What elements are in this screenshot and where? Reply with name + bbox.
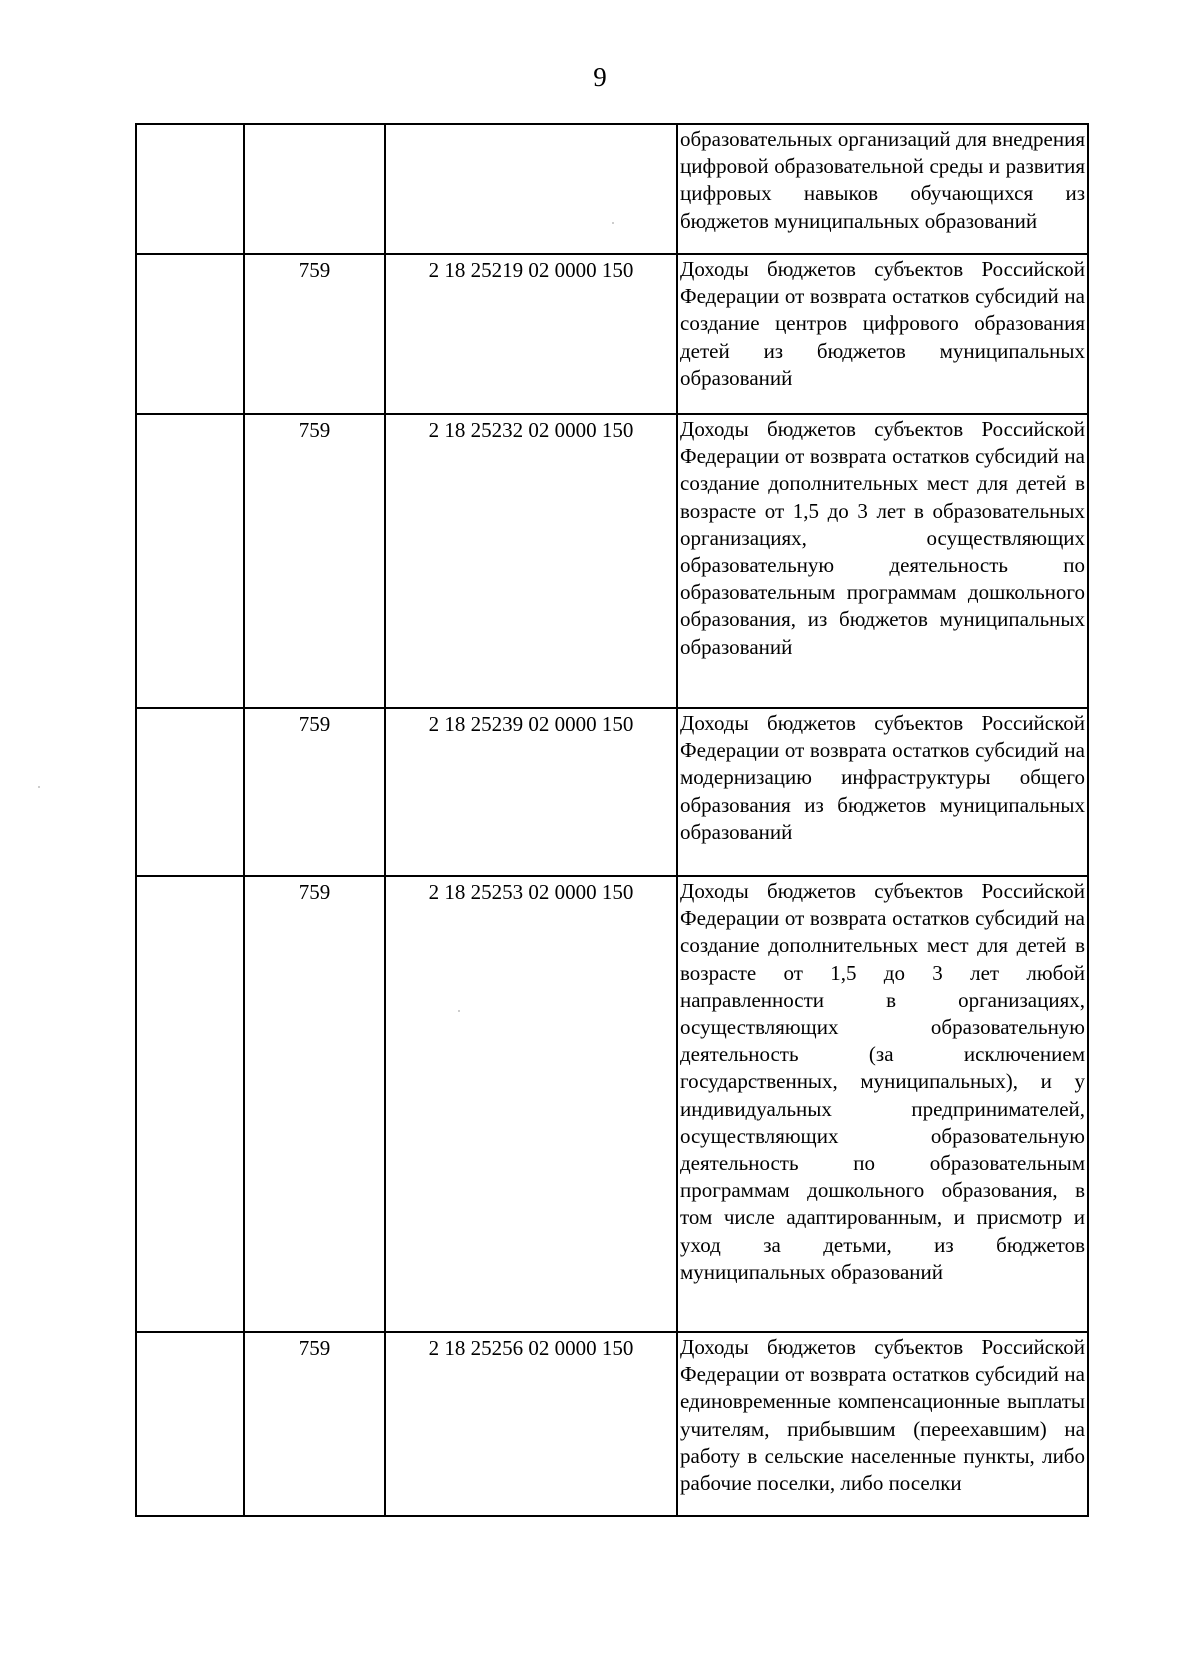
empty-cell (136, 414, 244, 708)
scan-speck (38, 786, 40, 788)
table-row (136, 876, 1088, 1332)
page-number: 9 (593, 62, 607, 92)
table-row (136, 414, 1088, 708)
table-row (136, 254, 1088, 414)
table-row (136, 124, 1088, 254)
scan-speck (458, 1010, 460, 1012)
budget-code-cell: 2 18 25253 02 0000 150 (385, 876, 677, 1332)
description-cell: образовательных организаций для внедрения цифровой образовательной среды и развития цифровых навыков обучающихся из бюджетов муниципальных образований (677, 124, 1088, 254)
revenue-codes-table (135, 123, 1089, 1517)
description-cell: Доходы бюджетов субъектов Российской Федерации от возврата остатков субсидий на создание дополнительных мест для детей в возрасте от 1,5 до 3 лет любой направленности в организациях, осуществляющих образовательную деятельность (за исключением государственных, муниципальных), и у индивидуальных предпринимателей, осуществляющих образовательную деятельность по образовательным программам дошкольного образования, в том числе адаптированным, и присмотр и уход за детьми, из бюджетов муниципальных образований (677, 876, 1088, 1332)
empty-cell (136, 124, 244, 254)
empty-cell (136, 876, 244, 1332)
table-row (136, 1332, 1088, 1516)
description-cell: Доходы бюджетов субъектов Российской Федерации от возврата остатков субсидий на единовременные компенсационные выплаты учителям, прибывшим (переехавшим) на работу в сельские населенные пункты, либо рабочие поселки, либо поселки (677, 1332, 1088, 1516)
scan-speck (612, 222, 614, 224)
admin-code-cell: 759 (244, 254, 385, 414)
empty-cell (136, 708, 244, 876)
table-row (136, 708, 1088, 876)
budget-code-cell (385, 124, 677, 254)
budget-code-cell: 2 18 25232 02 0000 150 (385, 414, 677, 708)
budget-code-cell: 2 18 25219 02 0000 150 (385, 254, 677, 414)
budget-code-cell: 2 18 25239 02 0000 150 (385, 708, 677, 876)
admin-code-cell: 759 (244, 1332, 385, 1516)
admin-code-cell: 759 (244, 876, 385, 1332)
admin-code-cell: 759 (244, 708, 385, 876)
admin-code-cell (244, 124, 385, 254)
description-cell: Доходы бюджетов субъектов Российской Федерации от возврата остатков субсидий на создание дополнительных мест для детей в возрасте от 1,5 до 3 лет в образовательных организациях, осуществляющих образовательную деятельность по образовательным программам дошкольного образования, из бюджетов муниципальных образований (677, 414, 1088, 708)
empty-cell (136, 1332, 244, 1516)
empty-cell (136, 254, 244, 414)
budget-code-cell: 2 18 25256 02 0000 150 (385, 1332, 677, 1516)
admin-code-cell: 759 (244, 414, 385, 708)
description-cell: Доходы бюджетов субъектов Российской Федерации от возврата остатков субсидий на модернизацию инфраструктуры общего образования из бюджетов муниципальных образований (677, 708, 1088, 876)
description-cell: Доходы бюджетов субъектов Российской Федерации от возврата остатков субсидий на создание центров цифрового образования детей из бюджетов муниципальных образований (677, 254, 1088, 414)
